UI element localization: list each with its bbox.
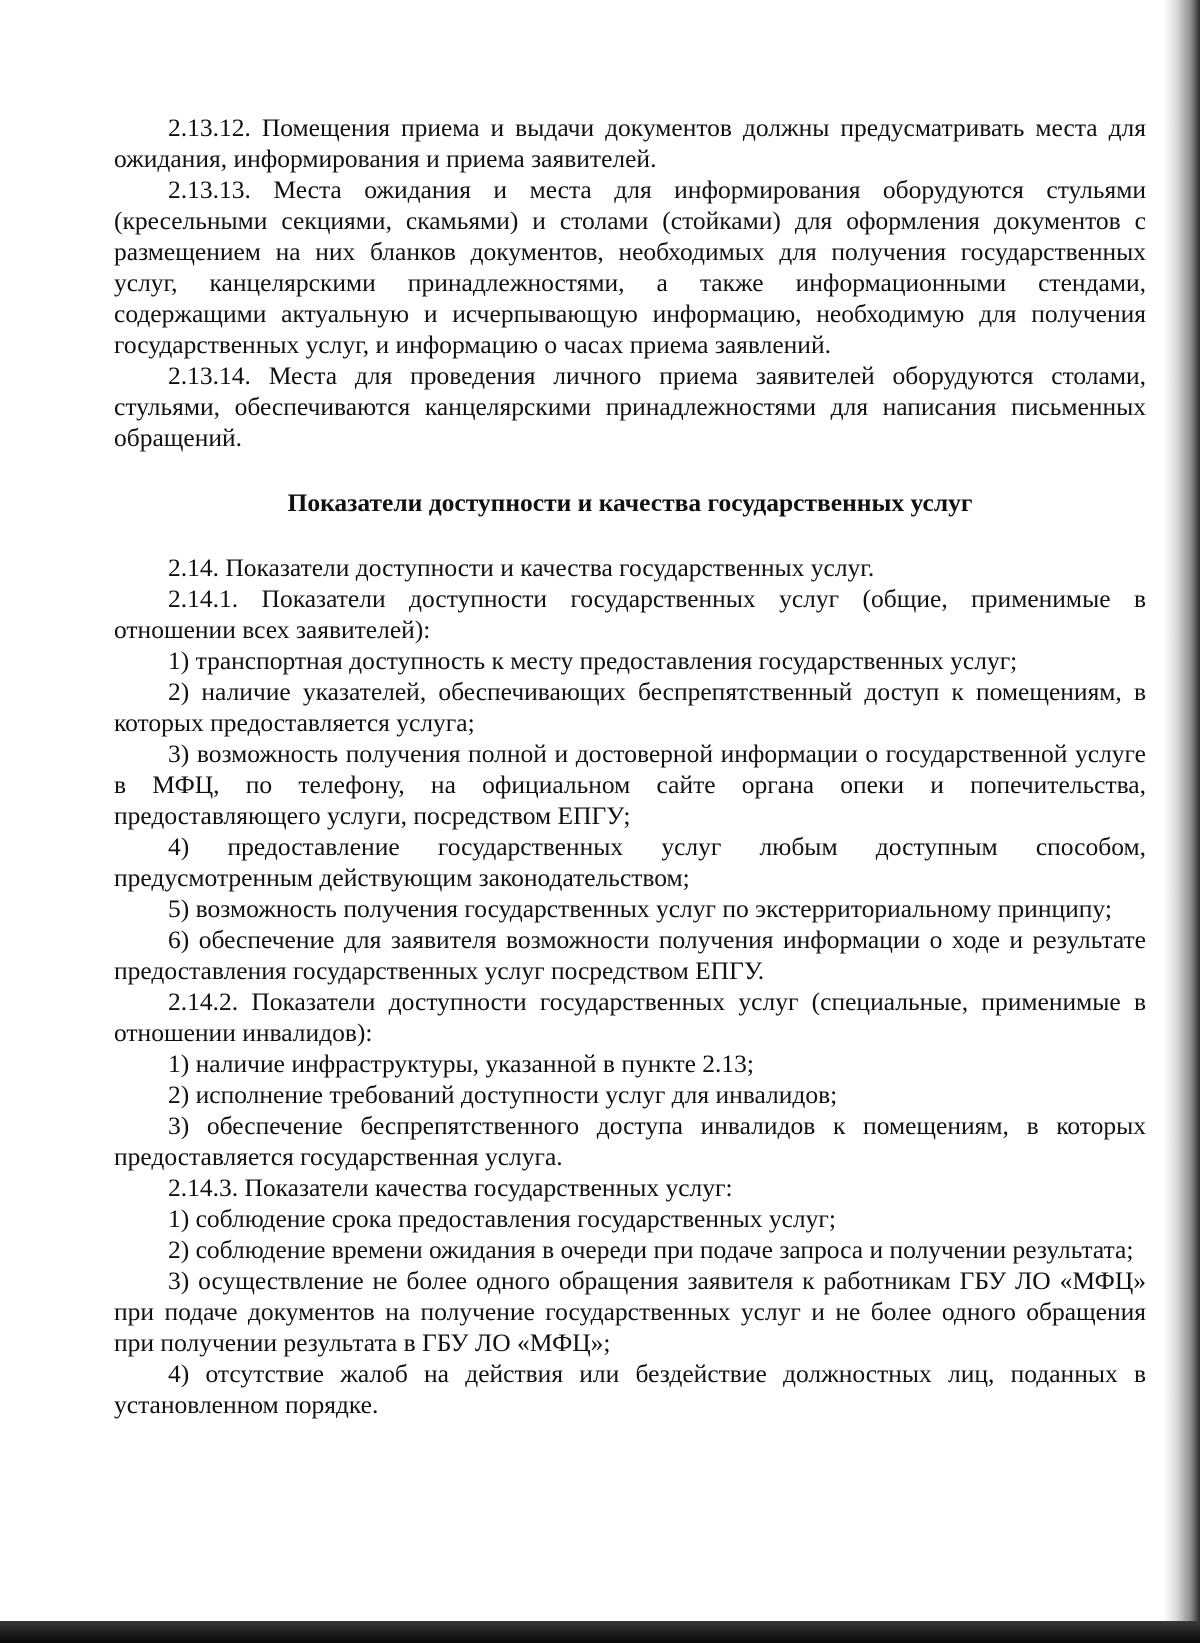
paragraph-2-14-3: 2.14.3. Показатели качества государственных услуг: [168, 1173, 733, 1202]
paragraph-2-14-1: 2.14.1. Показатели доступности государственных услуг (общие, применимые в отношении всех заявителей): [114, 584, 1146, 644]
paragraph-2-13-13: 2.13.13. Места ожидания и места для информирования оборудуются стульями (кресельными секциями, скамьями) и столами (стойками) для оформления документов с размещением на них бланков документов, необходимых для получения государственных услуг, канцелярскими принадлежностями, а также информационными стендами, содержащими актуальную и исчерпывающую информацию, необходимую для получения государственных услуг, и информацию о часах приема заявлений. [114, 175, 1146, 359]
paragraph-2-13-14: 2.13.14. Места для проведения личного приема заявителей оборудуются столами, стульями, обеспечиваются канцелярскими принадлежностями для написания письменных обращений. [114, 361, 1146, 452]
paragraph-2-13-12: 2.13.12. Помещения приема и выдачи документов должны предусматривать места для ожидания, информирования и приема заявителей. [114, 113, 1146, 173]
list-item: 2) наличие указателей, обеспечивающих беспрепятственный доступ к помещениям, в которых предоставляется услуга; [114, 677, 1146, 737]
list-item: 5) возможность получения государственных услуг по экстерриториальному принципу; [168, 894, 1112, 923]
list-item: 1) наличие инфраструктуры, указанной в пункте 2.13; [168, 1049, 754, 1078]
section-heading: Показатели доступности и качества государственных услуг [287, 488, 973, 517]
document-page [114, 112, 1146, 1420]
list-item: 3) возможность получения полной и достоверной информации о государственной услуге в МФЦ, по телефону, на официальном сайте органа опеки и попечительства, предоставляющего услуги, посредством ЕПГУ; [114, 739, 1146, 830]
scan-edge-shadow [1164, 0, 1200, 1643]
list-item: 4) предоставление государственных услуг любым доступным способом, предусмотренным действующим законодательством; [114, 832, 1146, 892]
list-item: 1) соблюдение срока предоставления государственных услуг; [168, 1204, 836, 1233]
scan-bottom-edge [0, 1621, 1200, 1643]
list-item: 3) обеспечение беспрепятственного доступа инвалидов к помещениям, в которых предоставляется государственная услуга. [114, 1111, 1146, 1171]
list-item: 1) транспортная доступность к месту предоставления государственных услуг; [168, 646, 1018, 675]
list-item: 4) отсутствие жалоб на действия или бездействие должностных лиц, поданных в установленном порядке. [114, 1359, 1146, 1419]
list-item: 2) соблюдение времени ожидания в очереди при подаче запроса и получении результата; [168, 1235, 1134, 1264]
list-item: 6) обеспечение для заявителя возможности получения информации о ходе и результате предоставления государственных услуг посредством ЕПГУ. [114, 925, 1146, 985]
paragraph-2-14: 2.14. Показатели доступности и качества государственных услуг. [168, 553, 875, 582]
list-item: 2) исполнение требований доступности услуг для инвалидов; [168, 1080, 838, 1109]
paragraph-2-14-2: 2.14.2. Показатели доступности государственных услуг (специальные, применимые в отношении инвалидов): [114, 987, 1146, 1047]
list-item: 3) осуществление не более одного обращения заявителя к работникам ГБУ ЛО «МФЦ» при подаче документов на получение государственных услуг и не более одного обращения при получении результата в ГБУ ЛО «МФЦ»; [114, 1266, 1146, 1357]
